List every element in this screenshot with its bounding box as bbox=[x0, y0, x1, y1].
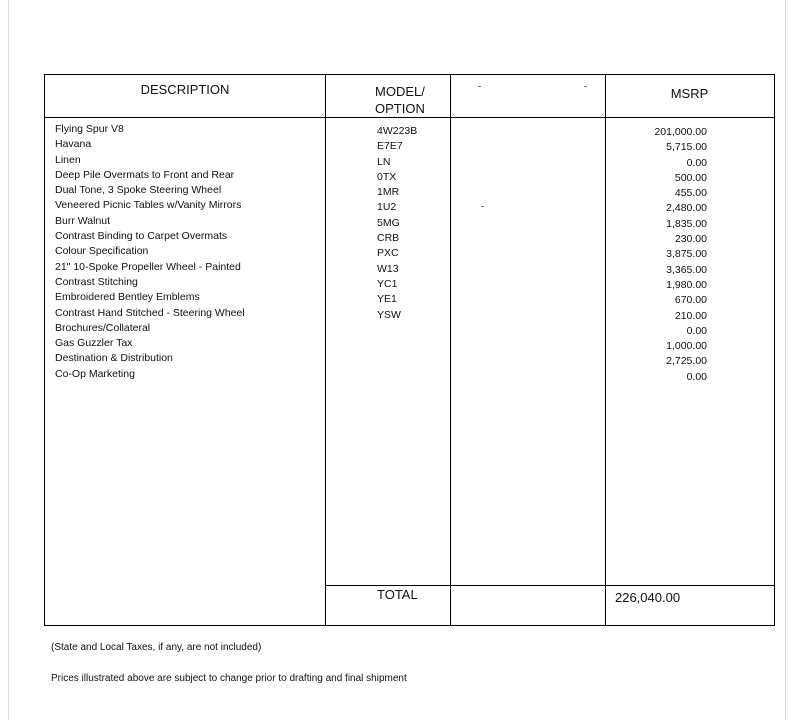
page-edge-left bbox=[8, 0, 9, 720]
description-header: DESCRIPTION bbox=[140, 82, 230, 97]
list-item: 0TX bbox=[377, 170, 397, 183]
list-item: 1,000.00 bbox=[666, 340, 707, 353]
list-item: E7E7 bbox=[377, 140, 403, 153]
column-divider-description bbox=[325, 75, 326, 626]
list-item: 1,980.00 bbox=[666, 278, 707, 291]
list-item: 670.00 bbox=[674, 294, 707, 307]
header-divider bbox=[45, 117, 774, 118]
model-option-header-line1: MODEL/ bbox=[375, 84, 425, 99]
list-item: Veneered Picnic Tables w/Vanity Mirrors bbox=[55, 199, 242, 212]
list-item: YE1 bbox=[377, 293, 397, 306]
list-item: Contrast Binding to Carpet Overmats bbox=[55, 230, 228, 243]
total-row-divider bbox=[325, 585, 774, 586]
list-item: 2,725.00 bbox=[666, 355, 707, 368]
list-item: 2,480.00 bbox=[666, 202, 707, 215]
list-item: Co-Op Marketing bbox=[55, 367, 135, 380]
list-item: Dual Tone, 3 Spoke Steering Wheel bbox=[55, 184, 222, 197]
list-item: YC1 bbox=[377, 277, 398, 290]
list-item: Linen bbox=[55, 153, 81, 166]
list-item: 0.00 bbox=[686, 324, 707, 337]
list-item: 230.00 bbox=[674, 233, 707, 246]
list-item: CRB bbox=[377, 232, 400, 245]
list-item: W13 bbox=[377, 262, 399, 275]
list-item: 1U2 bbox=[377, 201, 397, 214]
list-item: 0.00 bbox=[686, 370, 707, 383]
list-item: Colour Specification bbox=[55, 245, 149, 258]
scan-speck bbox=[478, 86, 481, 87]
list-item: Contrast Stitching bbox=[55, 275, 138, 288]
list-item: 3,875.00 bbox=[666, 248, 707, 261]
list-item: 5MG bbox=[377, 216, 400, 229]
list-item: Gas Guzzler Tax bbox=[55, 337, 133, 350]
total-value: 226,040.00 bbox=[615, 590, 681, 605]
scan-speck bbox=[584, 86, 587, 87]
list-item: 21" 10-Spoke Propeller Wheel - Painted bbox=[55, 260, 241, 273]
model-code-list bbox=[377, 124, 417, 323]
list-item: 1,835.00 bbox=[666, 217, 707, 230]
scan-speck bbox=[481, 206, 484, 207]
list-item: Burr Walnut bbox=[55, 214, 111, 227]
msrp-header: MSRP bbox=[670, 86, 709, 101]
description-list bbox=[55, 122, 245, 382]
list-item: Flying Spur V8 bbox=[55, 123, 124, 135]
list-item: Havana bbox=[55, 138, 92, 151]
list-item: 1MR bbox=[377, 186, 400, 199]
list-item: 5,715.00 bbox=[666, 141, 707, 154]
list-item: Brochures/Collateral bbox=[55, 321, 151, 334]
list-item: LN bbox=[377, 155, 391, 168]
list-item: 4W223B bbox=[377, 125, 418, 137]
msrp-list bbox=[605, 125, 707, 385]
list-item: 210.00 bbox=[674, 309, 707, 322]
list-item: PXC bbox=[377, 247, 399, 260]
list-item: Embroidered Bentley Emblems bbox=[55, 291, 200, 304]
taxes-note: (State and Local Taxes, if any, are not included) bbox=[51, 642, 262, 653]
list-item: 3,365.00 bbox=[666, 263, 707, 276]
page-edge-right bbox=[785, 0, 786, 720]
list-item: 455.00 bbox=[674, 187, 707, 200]
column-divider-model bbox=[450, 75, 451, 626]
list-item: Contrast Hand Stitched - Steering Wheel bbox=[55, 306, 245, 319]
list-item: Destination & Distribution bbox=[55, 352, 173, 365]
total-label: TOTAL bbox=[377, 587, 418, 602]
list-item: Deep Pile Overmats to Front and Rear bbox=[55, 168, 235, 181]
list-item: 0.00 bbox=[686, 156, 707, 169]
price-sheet-table bbox=[44, 74, 775, 626]
prices-disclaimer: Prices illustrated above are subject to change prior to drafting and final shipment bbox=[51, 673, 407, 684]
list-item: 500.00 bbox=[674, 171, 707, 184]
model-option-header-line2: OPTION bbox=[375, 101, 425, 116]
list-item: YSW bbox=[377, 308, 401, 321]
list-item: 201,000.00 bbox=[654, 126, 707, 138]
